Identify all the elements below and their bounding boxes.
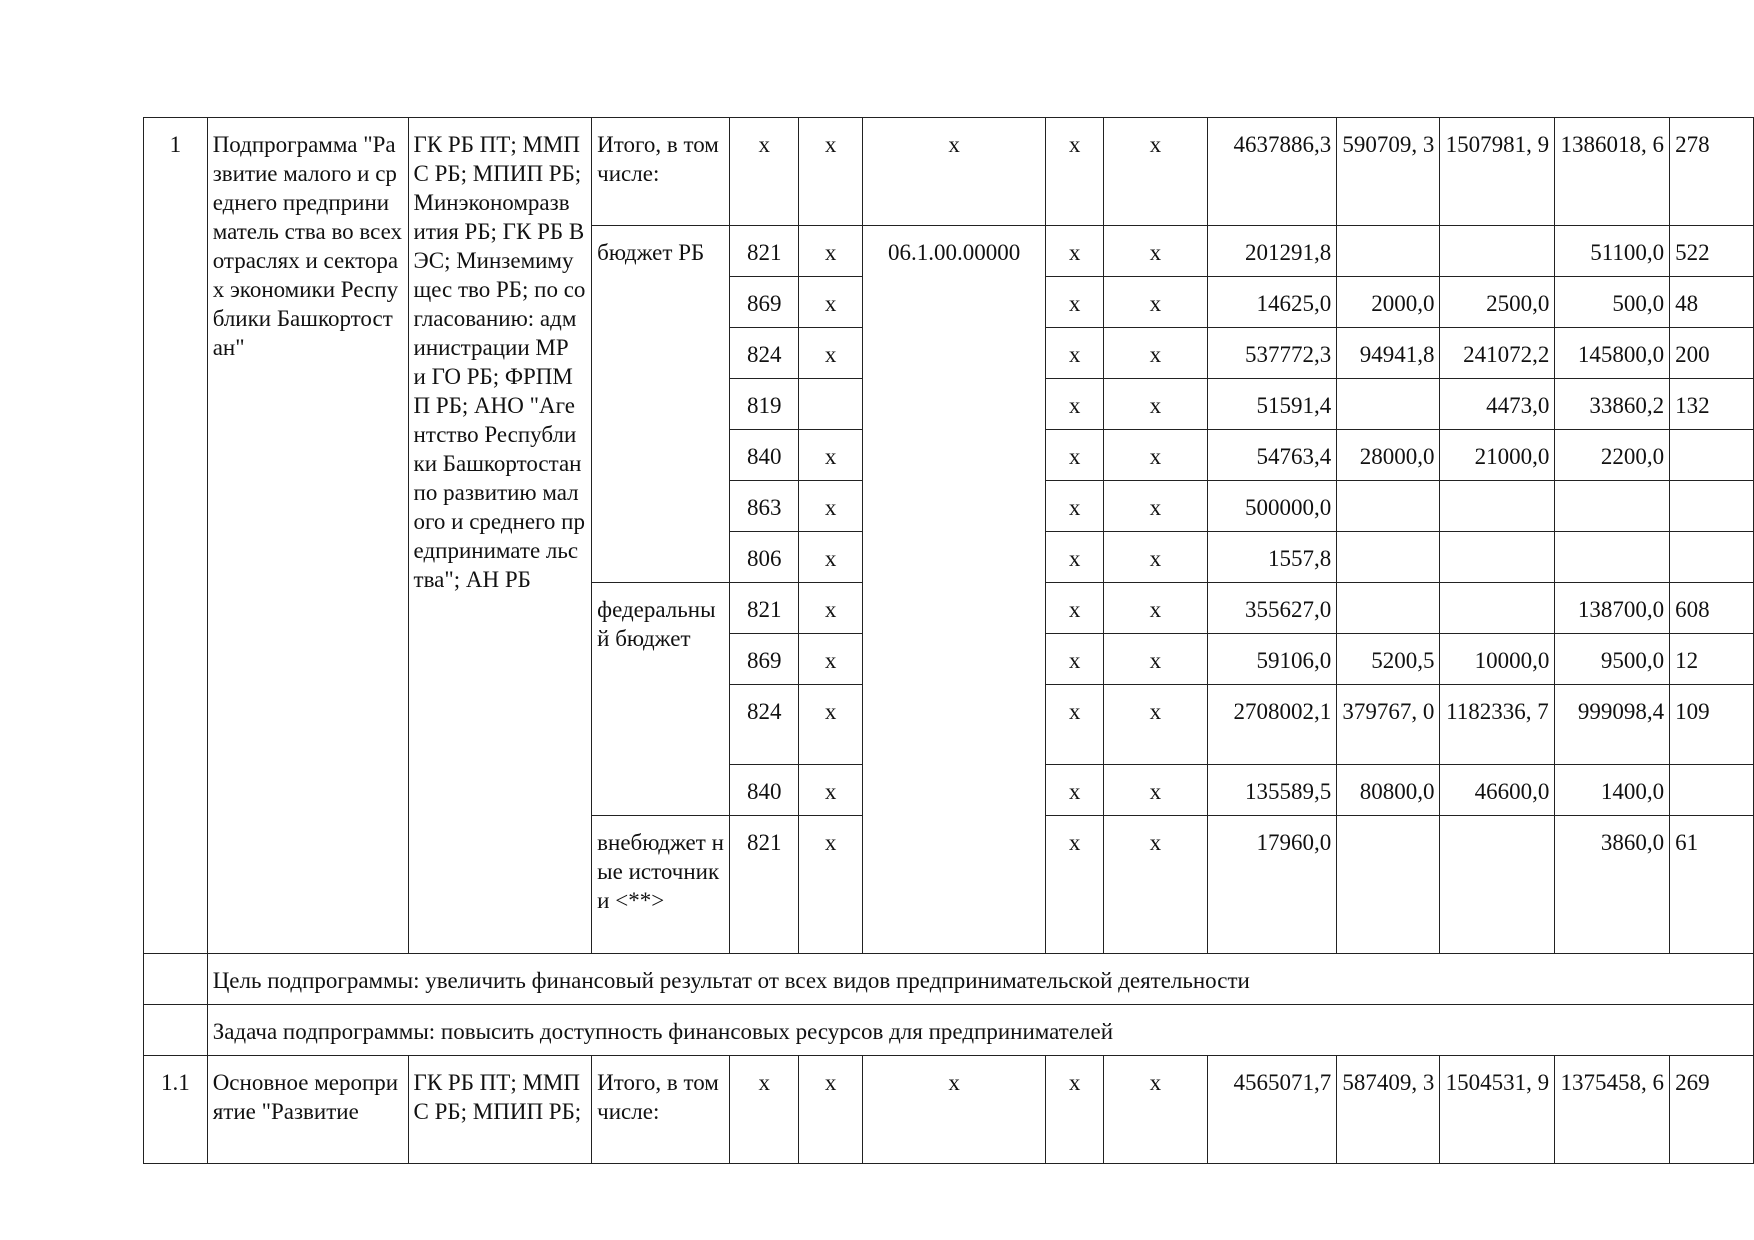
year3-cell: 2200,0 (1555, 430, 1670, 481)
year1-cell (1337, 532, 1440, 583)
year2-cell: 46600,0 (1440, 765, 1555, 816)
year3-cell (1555, 481, 1670, 532)
grbs-cell: 806 (730, 532, 799, 583)
year3-cell: 500,0 (1555, 277, 1670, 328)
year1-cell (1337, 816, 1440, 954)
year4-cell: 522 (1670, 226, 1754, 277)
grbs-cell: 821 (730, 816, 799, 954)
x5-cell: x (1103, 532, 1207, 583)
csr-code: 06.1.00.00000 (862, 226, 1045, 954)
year1-cell: 590709, 3 (1337, 118, 1440, 226)
rz-cell: x (799, 634, 862, 685)
empty-cell (144, 954, 208, 1005)
year4-cell (1670, 532, 1754, 583)
source-label: бюджет РБ (592, 226, 730, 583)
total-cell: 59106,0 (1207, 634, 1336, 685)
year1-cell: 5200,5 (1337, 634, 1440, 685)
source-label: внебюджет ные источники <**> (592, 816, 730, 954)
empty-cell (144, 1005, 208, 1056)
year3-cell: 145800,0 (1555, 328, 1670, 379)
x5-cell: x (1103, 765, 1207, 816)
vr-cell: x (1046, 379, 1104, 430)
vr-cell: x (1046, 118, 1104, 226)
rz-cell: x (799, 765, 862, 816)
year2-cell: 2500,0 (1440, 277, 1555, 328)
x5-cell: x (1103, 277, 1207, 328)
vr-cell: x (1046, 685, 1104, 765)
row-number: 1.1 (144, 1056, 208, 1164)
year3-cell: 33860,2 (1555, 379, 1670, 430)
grbs-cell: 821 (730, 226, 799, 277)
x5-cell: x (1103, 226, 1207, 277)
year4-cell (1670, 430, 1754, 481)
grbs-cell: 840 (730, 765, 799, 816)
year1-cell: 587409, 3 (1337, 1056, 1440, 1164)
grbs-cell: 824 (730, 685, 799, 765)
csr-cell: x (862, 1056, 1045, 1164)
x5-cell: x (1103, 816, 1207, 954)
vr-cell: x (1046, 532, 1104, 583)
rz-cell: x (799, 226, 862, 277)
vr-cell: x (1046, 765, 1104, 816)
year4-cell: 608 (1670, 583, 1754, 634)
year1-cell: 28000,0 (1337, 430, 1440, 481)
rz-cell: x (799, 583, 862, 634)
total-cell: 51591,4 (1207, 379, 1336, 430)
vr-cell: x (1046, 634, 1104, 685)
grbs-cell: 869 (730, 634, 799, 685)
rz-cell: x (799, 816, 862, 954)
vr-cell: x (1046, 226, 1104, 277)
total-cell: 135589,5 (1207, 765, 1336, 816)
total-cell: 1557,8 (1207, 532, 1336, 583)
total-cell: 4637886,3 (1207, 118, 1336, 226)
x5-cell: x (1103, 379, 1207, 430)
year1-cell (1337, 226, 1440, 277)
year2-cell: 1507981, 9 (1440, 118, 1555, 226)
year2-cell: 21000,0 (1440, 430, 1555, 481)
x5-cell: x (1103, 481, 1207, 532)
x5-cell: x (1103, 634, 1207, 685)
vr-cell: x (1046, 816, 1104, 954)
x5-cell: x (1103, 583, 1207, 634)
total-cell: 4565071,7 (1207, 1056, 1336, 1164)
year2-cell: 1182336, 7 (1440, 685, 1555, 765)
year3-cell: 3860,0 (1555, 816, 1670, 954)
year2-cell: 10000,0 (1440, 634, 1555, 685)
year2-cell (1440, 583, 1555, 634)
year3-cell: 1400,0 (1555, 765, 1670, 816)
grbs-cell: 869 (730, 277, 799, 328)
rz-cell: x (799, 277, 862, 328)
table-row (144, 1056, 1754, 1164)
year3-cell: 1386018, 6 (1555, 118, 1670, 226)
year2-cell: 1504531, 9 (1440, 1056, 1555, 1164)
row-number: 1 (144, 118, 208, 954)
year3-cell: 51100,0 (1555, 226, 1670, 277)
year3-cell: 999098,4 (1555, 685, 1670, 765)
vr-cell: x (1046, 583, 1104, 634)
year4-cell (1670, 765, 1754, 816)
grbs-cell: 863 (730, 481, 799, 532)
rz-cell: x (799, 1056, 862, 1164)
year2-cell: 4473,0 (1440, 379, 1555, 430)
total-cell: 54763,4 (1207, 430, 1336, 481)
rz-cell: x (799, 532, 862, 583)
rz-cell: x (799, 481, 862, 532)
year2-cell (1440, 816, 1555, 954)
rz-cell: x (799, 328, 862, 379)
year1-cell (1337, 583, 1440, 634)
total-cell: 17960,0 (1207, 816, 1336, 954)
table-row (144, 954, 1754, 1005)
program-name: Подпрограмма "Развитие малого и среднего предприниматель ства во всех отраслях и секторах экономики Республики Башкортостан" (207, 118, 408, 954)
vr-cell: x (1046, 1056, 1104, 1164)
year4-cell: 61 (1670, 816, 1754, 954)
total-cell: 14625,0 (1207, 277, 1336, 328)
source-label: Итого, в том числе: (592, 1056, 730, 1164)
rz-cell: x (799, 685, 862, 765)
total-cell: 355627,0 (1207, 583, 1336, 634)
year3-cell (1555, 532, 1670, 583)
budget-table (143, 117, 1754, 1164)
vr-cell: x (1046, 328, 1104, 379)
grbs-cell: 840 (730, 430, 799, 481)
year1-cell (1337, 379, 1440, 430)
year2-cell (1440, 481, 1555, 532)
year1-cell: 80800,0 (1337, 765, 1440, 816)
grbs-cell: 821 (730, 583, 799, 634)
year4-cell: 48 (1670, 277, 1754, 328)
rz-cell (799, 379, 862, 430)
year4-cell: 269 (1670, 1056, 1754, 1164)
total-cell: 2708002,1 (1207, 685, 1336, 765)
x5-cell: x (1103, 430, 1207, 481)
year2-cell: 241072,2 (1440, 328, 1555, 379)
source-label: федеральны й бюджет (592, 583, 730, 816)
executors: ГК РБ ПТ; ММПС РБ; МПИП РБ; (408, 1056, 592, 1164)
source-label: Итого, в том числе: (592, 118, 730, 226)
year4-cell: 109 (1670, 685, 1754, 765)
year2-cell (1440, 226, 1555, 277)
x5-cell: x (1103, 118, 1207, 226)
grbs-cell: x (730, 1056, 799, 1164)
year2-cell (1440, 532, 1555, 583)
year4-cell: 278 (1670, 118, 1754, 226)
year1-cell: 379767, 0 (1337, 685, 1440, 765)
year3-cell: 9500,0 (1555, 634, 1670, 685)
year1-cell: 94941,8 (1337, 328, 1440, 379)
rz-cell: x (799, 118, 862, 226)
year4-cell: 132 (1670, 379, 1754, 430)
year1-cell: 2000,0 (1337, 277, 1440, 328)
subprogram-task: Задача подпрограммы: повысить доступность финансовых ресурсов для предпринимателей (207, 1005, 1753, 1056)
table-row (144, 118, 1754, 226)
table-row (144, 1005, 1754, 1056)
grbs-cell: 824 (730, 328, 799, 379)
year3-cell: 1375458, 6 (1555, 1056, 1670, 1164)
year3-cell: 138700,0 (1555, 583, 1670, 634)
total-cell: 500000,0 (1207, 481, 1336, 532)
total-cell: 537772,3 (1207, 328, 1336, 379)
grbs-cell: 819 (730, 379, 799, 430)
csr-cell: x (862, 118, 1045, 226)
vr-cell: x (1046, 481, 1104, 532)
subprogram-goal: Цель подпрограммы: увеличить финансовый результат от всех видов предпринимательской деятельности (207, 954, 1753, 1005)
grbs-cell: x (730, 118, 799, 226)
executors: ГК РБ ПТ; ММПС РБ; МПИП РБ; Минэкономразв ития РБ; ГК РБ ВЭС; Минземимущес тво РБ; по согласованию: администрации МР и ГО РБ; ФРПМП РБ; АНО "Агентство Республики Башкортостан по развитию малого и среднего предпринимате льства"; АН РБ (408, 118, 592, 954)
x5-cell: x (1103, 328, 1207, 379)
vr-cell: x (1046, 430, 1104, 481)
total-cell: 201291,8 (1207, 226, 1336, 277)
year4-cell (1670, 481, 1754, 532)
year4-cell: 200 (1670, 328, 1754, 379)
x5-cell: x (1103, 685, 1207, 765)
rz-cell: x (799, 430, 862, 481)
year4-cell: 12 (1670, 634, 1754, 685)
year1-cell (1337, 481, 1440, 532)
vr-cell: x (1046, 277, 1104, 328)
program-name: Основное мероприятие "Развитие (207, 1056, 408, 1164)
x5-cell: x (1103, 1056, 1207, 1164)
